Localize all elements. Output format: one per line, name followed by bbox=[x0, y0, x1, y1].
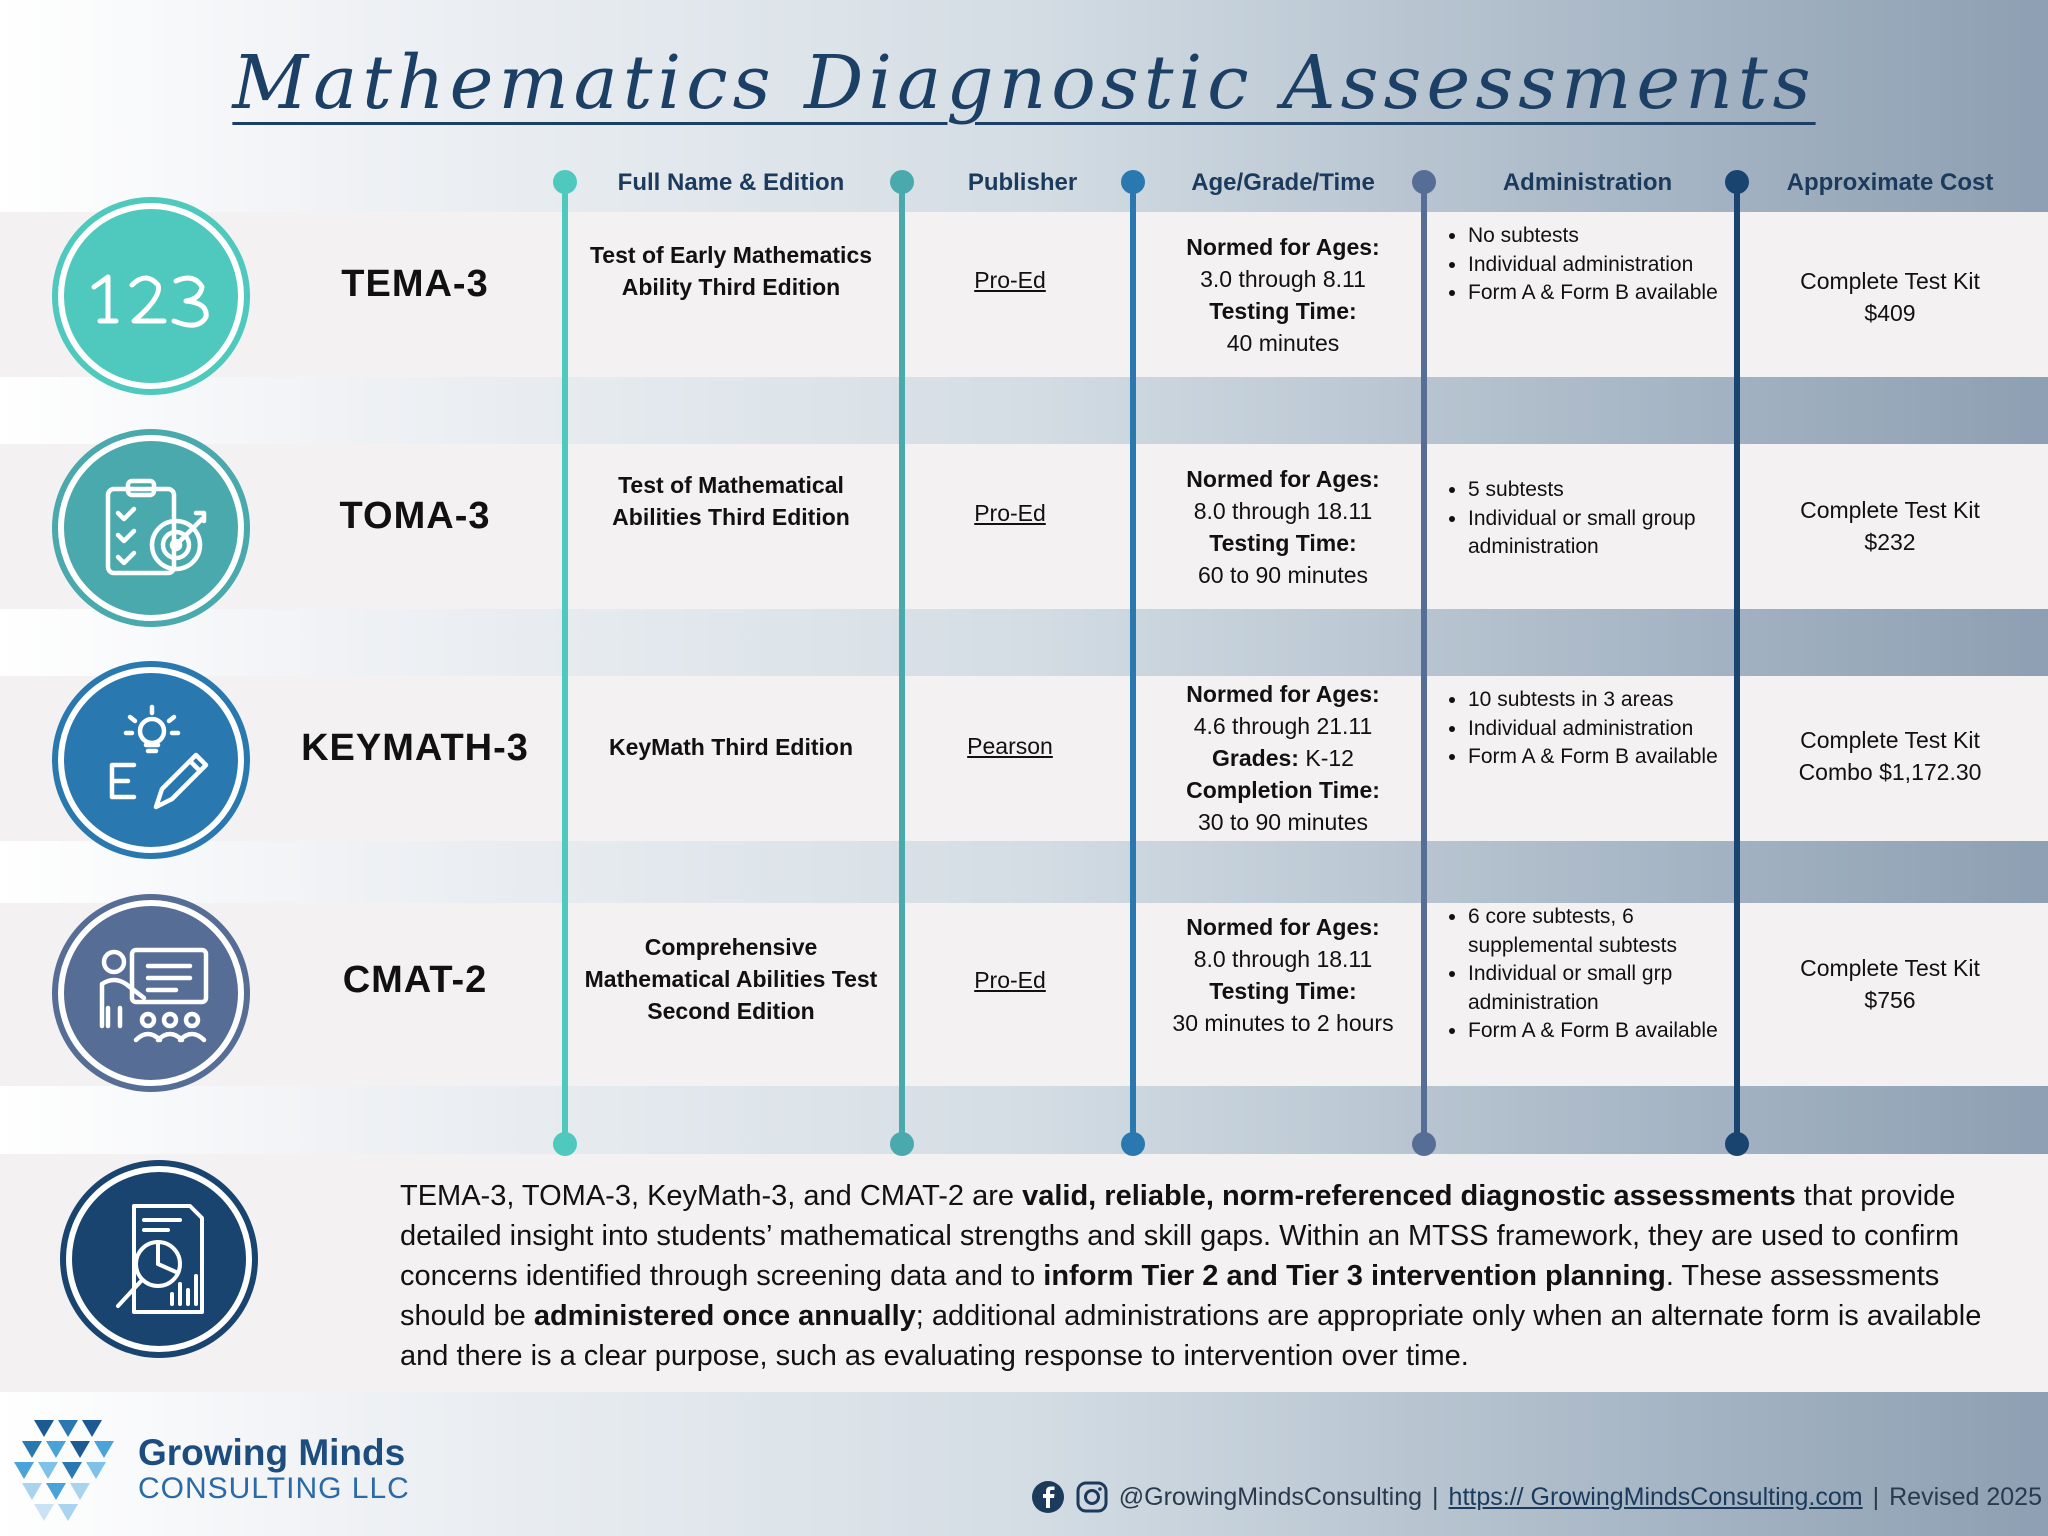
summary-emphasis: inform Tier 2 and Tier 3 intervention planning bbox=[1043, 1260, 1666, 1292]
footer-separator: | bbox=[1432, 1482, 1439, 1511]
administration-list bbox=[1440, 476, 1730, 562]
assessment-code: KEYMATH-3 bbox=[301, 727, 529, 769]
cost-line: Complete Test Kit bbox=[1800, 727, 1980, 753]
divider-dot bbox=[890, 1132, 914, 1156]
age-label: Normed for Ages: bbox=[1186, 466, 1380, 492]
age-grade-time bbox=[1140, 463, 1426, 591]
column-header-publisher: Publisher bbox=[967, 169, 1078, 196]
column-divider bbox=[1734, 180, 1740, 1144]
divider-dot bbox=[1121, 1132, 1145, 1156]
divider-dot bbox=[553, 1132, 577, 1156]
time-value: 30 minutes to 2 hours bbox=[1172, 1010, 1394, 1036]
cost-line: $756 bbox=[1864, 987, 1916, 1013]
time-label: Completion Time: bbox=[1186, 777, 1380, 803]
time-label: Testing Time: bbox=[1209, 978, 1357, 1004]
assessment-full-name: Test of Early Mathematics Ability Third Edition bbox=[589, 242, 873, 300]
approximate-cost bbox=[1745, 265, 2035, 329]
list-item: • 10 subtests in 3 areas bbox=[1468, 686, 1730, 715]
age-value: 8.0 through 18.11 bbox=[1193, 498, 1373, 524]
assessment-full-name: Comprehensive Mathematical Abilities Test Second Edition bbox=[584, 934, 878, 1024]
cost-line: Complete Test Kit bbox=[1800, 497, 1980, 523]
list-item: • Form A & Form B available bbox=[1468, 279, 1730, 308]
cost-line: Complete Test Kit bbox=[1800, 268, 1980, 294]
assessment-code: TEMA-3 bbox=[341, 263, 489, 305]
revised-date: Revised 2025 bbox=[1889, 1482, 2042, 1511]
column-header-age-grade-time: Age/Grade/Time bbox=[1191, 169, 1375, 196]
divider-dot bbox=[890, 170, 914, 194]
list-item: • No subtests bbox=[1468, 222, 1730, 251]
time-value: 40 minutes bbox=[1226, 330, 1340, 356]
approximate-cost bbox=[1745, 952, 2035, 1016]
list-item: • Individual or small group administration bbox=[1468, 505, 1730, 562]
publisher-link[interactable]: Pro-Ed bbox=[974, 500, 1046, 526]
report-magnifier-icon bbox=[66, 1166, 252, 1352]
approximate-cost bbox=[1745, 724, 2035, 788]
column-header-full-name: Full Name & Edition bbox=[617, 169, 845, 196]
facebook-icon[interactable] bbox=[1031, 1480, 1065, 1514]
clipboard-target-icon bbox=[58, 435, 244, 621]
instagram-icon[interactable] bbox=[1075, 1480, 1109, 1514]
list-item: • Individual administration bbox=[1468, 715, 1730, 744]
list-item: • Form A & Form B available bbox=[1468, 743, 1730, 772]
administration-list bbox=[1440, 903, 1730, 1046]
teacher-class-icon bbox=[58, 900, 244, 1086]
summary-emphasis: administered once annually bbox=[533, 1300, 916, 1332]
divider-dot bbox=[1725, 1132, 1749, 1156]
divider-dot bbox=[1121, 170, 1145, 194]
publisher-link[interactable]: Pro-Ed bbox=[974, 267, 1046, 293]
numbers-123-icon bbox=[58, 203, 244, 389]
publisher-link[interactable]: Pro-Ed bbox=[974, 967, 1046, 993]
page-title: Mathematics Diagnostic Assessments bbox=[232, 40, 1816, 126]
age-grade-time bbox=[1140, 231, 1426, 359]
time-value: 60 to 90 minutes bbox=[1197, 562, 1369, 588]
approximate-cost bbox=[1745, 494, 2035, 558]
age-grade-time bbox=[1140, 911, 1426, 1039]
time-label: Testing Time: bbox=[1209, 530, 1357, 556]
administration-list bbox=[1440, 686, 1730, 772]
list-item: • Form A & Form B available bbox=[1468, 1017, 1730, 1046]
column-header-approximate-cost: Approximate Cost bbox=[1786, 169, 1994, 196]
divider-dot bbox=[553, 170, 577, 194]
assessment-code: TOMA-3 bbox=[339, 495, 491, 537]
time-value: 30 to 90 minutes bbox=[1197, 809, 1369, 835]
company-logo-icon bbox=[14, 1420, 134, 1528]
summary-paragraph bbox=[400, 1176, 2025, 1376]
social-handle: @GrowingMindsConsulting bbox=[1118, 1482, 1423, 1511]
assessment-full-name: KeyMath Third Edition bbox=[608, 734, 854, 760]
cost-line: Complete Test Kit bbox=[1800, 955, 1980, 981]
summary-text: that provide detailed insight into students’ mathematical strengths and skill gaps. Within an MTSS framework, they are used to confirm concerns identified through screening data and to bbox=[400, 1180, 1960, 1292]
assessment-full-name: Test of Mathematical Abilities Third Edition bbox=[612, 472, 850, 530]
age-value: 4.6 through 21.11 bbox=[1193, 713, 1373, 739]
column-divider bbox=[899, 180, 905, 1144]
cost-line: $232 bbox=[1864, 529, 1916, 555]
cost-line: $409 bbox=[1864, 300, 1916, 326]
age-value: 3.0 through 8.11 bbox=[1200, 266, 1366, 292]
assessment-code: CMAT-2 bbox=[342, 959, 488, 1001]
summary-emphasis: valid, reliable, norm-referenced diagnostic assessments bbox=[1022, 1180, 1796, 1212]
cost-line: Combo $1,172.30 bbox=[1798, 759, 1982, 785]
summary-text: ; additional administrations are appropriate only when an alternate form is available and there is a clear purpose, such as evaluating response to intervention over time. bbox=[400, 1300, 1982, 1372]
age-label: Normed for Ages: bbox=[1186, 234, 1380, 260]
lightbulb-pencil-icon bbox=[58, 667, 244, 853]
age-label: Normed for Ages: bbox=[1186, 914, 1380, 940]
time-label: Testing Time: bbox=[1209, 298, 1357, 324]
age-label: Normed for Ages: bbox=[1186, 681, 1380, 707]
footer bbox=[1031, 1480, 2042, 1514]
publisher-link[interactable]: Pearson bbox=[967, 733, 1053, 759]
grades-label: Grades: bbox=[1212, 745, 1299, 771]
administration-list bbox=[1440, 222, 1730, 308]
divider-dot bbox=[1412, 170, 1436, 194]
age-grade-time bbox=[1140, 678, 1426, 838]
company-subtitle: CONSULTING LLC bbox=[138, 1472, 410, 1505]
list-item: • Individual or small grp administration bbox=[1468, 960, 1730, 1017]
grades-value: K-12 bbox=[1305, 745, 1354, 771]
column-header-administration: Administration bbox=[1502, 169, 1673, 196]
column-divider bbox=[1130, 180, 1136, 1144]
divider-dot bbox=[1412, 1132, 1436, 1156]
age-value: 8.0 through 18.11 bbox=[1193, 946, 1373, 972]
divider-dot bbox=[1725, 170, 1749, 194]
company-name: Growing Minds bbox=[138, 1432, 406, 1473]
list-item: • Individual administration bbox=[1468, 251, 1730, 280]
footer-separator: | bbox=[1872, 1482, 1880, 1511]
website-link[interactable]: https:// GrowingMindsConsulting.com bbox=[1448, 1482, 1863, 1511]
summary-text: . These assessments should be bbox=[400, 1260, 1940, 1332]
summary-text: TEMA-3, TOMA-3, KeyMath-3, and CMAT-2 are bbox=[400, 1180, 1023, 1212]
list-item: • 6 core subtests, 6 supplemental subtests bbox=[1468, 903, 1730, 960]
list-item: • 5 subtests bbox=[1468, 476, 1730, 505]
